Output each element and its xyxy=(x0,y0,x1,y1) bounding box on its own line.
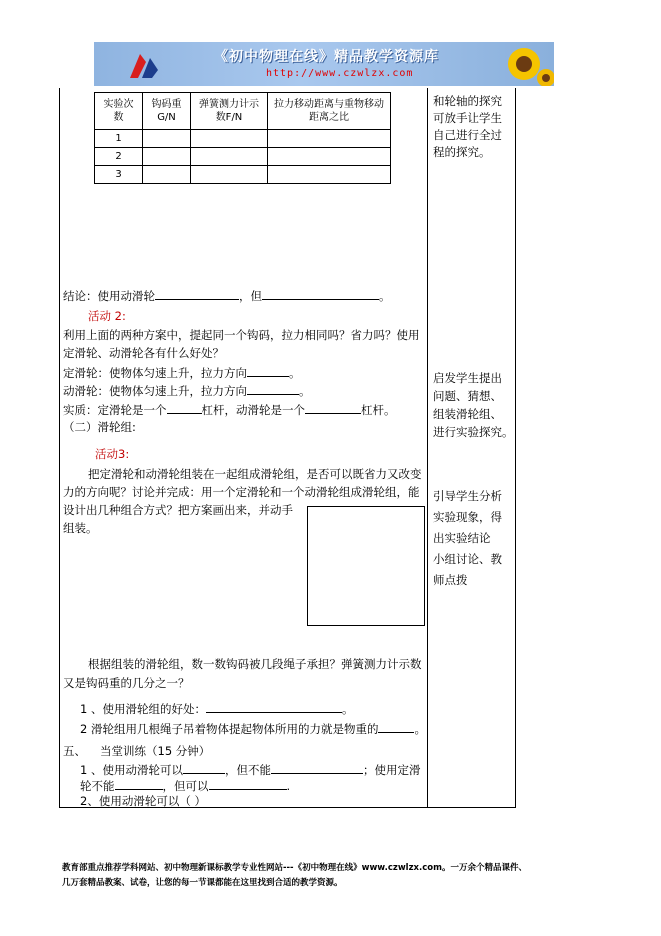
table-header-cell: 实验次数 xyxy=(95,93,143,130)
blank-field[interactable] xyxy=(262,288,379,300)
frame-column-divider xyxy=(427,88,428,808)
moving-pulley-line: 动滑轮：使物体匀速上升，拉力方向 。 xyxy=(63,384,311,398)
table-cell: 1 xyxy=(95,130,143,148)
question-line-2: 定滑轮、动滑轮各有什么好处？ xyxy=(63,346,224,360)
activity-2-heading: 活动 2: xyxy=(88,309,126,323)
reflection-line-1: 根据组装的滑轮组，数一数钩码被几段绳子承担？弹簧测力计示数 xyxy=(88,657,422,671)
footer-line-1: 教育部重点推荐学科网站、初中物理新课标教学专业性网站---《初中物理在线》www.czwlzx.com。一万余个精品课件、 xyxy=(62,863,527,873)
table-cell: 2 xyxy=(95,148,143,166)
blank-field[interactable] xyxy=(115,778,163,790)
blank-field[interactable] xyxy=(209,778,287,790)
page-footer xyxy=(62,861,527,891)
side-note-2: 启发学生提出 问题、猜想、 组装滑轮组、 进行实验探究。 xyxy=(433,371,514,439)
blank-field[interactable] xyxy=(378,721,414,733)
section-5-heading: 五、 当堂训练（15 分钟） xyxy=(63,744,211,758)
banner-title: 《初中物理在线》精品教学资源库 xyxy=(214,49,439,65)
activity-3-heading: 活动3: xyxy=(95,447,130,461)
drawing-box[interactable] xyxy=(307,506,425,626)
experiment-table xyxy=(94,92,391,184)
table-header-row xyxy=(95,93,391,130)
side-note-1: 和轮轴的探究 可放手让学生 自己进行全过 程的探究。 xyxy=(433,94,502,159)
table-header-cell: 拉力移动距离与重物移动距离之比 xyxy=(268,93,391,130)
exercise-1-line-2: 轮不能 ，但可以 . xyxy=(80,779,291,793)
table-header-cell: 弹簧测力计示数F/N xyxy=(191,93,268,130)
exercise-1-line-1: 1 、使用动滑轮可以 ，但不能 ；使用定滑 xyxy=(80,763,421,777)
sunflower-icon xyxy=(494,42,554,86)
header-banner xyxy=(94,42,554,86)
exercise-2-line: 2、使用动滑轮可以（ ） xyxy=(80,794,206,808)
conclusion-line: 结论：使用动滑轮 ，但 。 xyxy=(63,289,391,303)
paragraph-line-2: 力的方向呢？讨论并完成：用一个定滑轮和一个动滑轮组成滑轮组，能 xyxy=(63,485,420,499)
table-row xyxy=(95,130,391,148)
fixed-pulley-line: 定滑轮：使物体匀速上升，拉力方向 。 xyxy=(63,366,301,380)
paragraph-line-4: 组装。 xyxy=(63,521,98,535)
section-pulley-block: （二）滑轮组: xyxy=(63,420,136,434)
blank-field[interactable] xyxy=(271,762,363,774)
table-cell: 3 xyxy=(95,166,143,184)
paragraph-line-3: 设计出几种组合方式？把方案画出来，并动手 xyxy=(63,503,293,517)
footer-line-2: 几万套精品教案、试卷，让您的每一节课都能在这里找到合适的教学资源。 xyxy=(62,878,343,888)
blank-field[interactable] xyxy=(206,701,342,713)
frame-left-border xyxy=(59,88,60,808)
logo-icon xyxy=(124,48,164,82)
question-line-1: 利用上面的两种方案中，提起同一个钩码，拉力相同吗？省力吗？使用 xyxy=(63,328,420,342)
item-1-line: 1 、使用滑轮组的好处： 。 xyxy=(80,702,354,716)
table-row xyxy=(95,166,391,184)
blank-field[interactable] xyxy=(167,402,202,414)
blank-field[interactable] xyxy=(247,383,299,395)
essence-line: 实质：定滑轮是一个 杠杆，动滑轮是一个 杠杆。 xyxy=(63,403,396,417)
item-2-line: 2 滑轮组用几根绳子吊着物体提起物体所用的力就是物重的 。 xyxy=(80,722,426,736)
side-note-3: 引导学生分析 实验现象，得 出实验结论 小组讨论、教 师点拨 xyxy=(433,489,502,587)
table-header-cell: 钩码重G/N xyxy=(143,93,191,130)
blank-field[interactable] xyxy=(247,365,289,377)
paragraph-line-1: 把定滑轮和动滑轮组装在一起组成滑轮组，是否可以既省力又改变 xyxy=(88,467,422,481)
reflection-line-2: 又是钩码重的几分之一？ xyxy=(63,676,190,690)
banner-url[interactable]: http://www.czwlzx.com xyxy=(266,68,414,79)
blank-field[interactable] xyxy=(305,402,361,414)
table-row xyxy=(95,148,391,166)
blank-field[interactable] xyxy=(183,762,225,774)
blank-field[interactable] xyxy=(155,288,239,300)
frame-right-border xyxy=(515,88,516,808)
